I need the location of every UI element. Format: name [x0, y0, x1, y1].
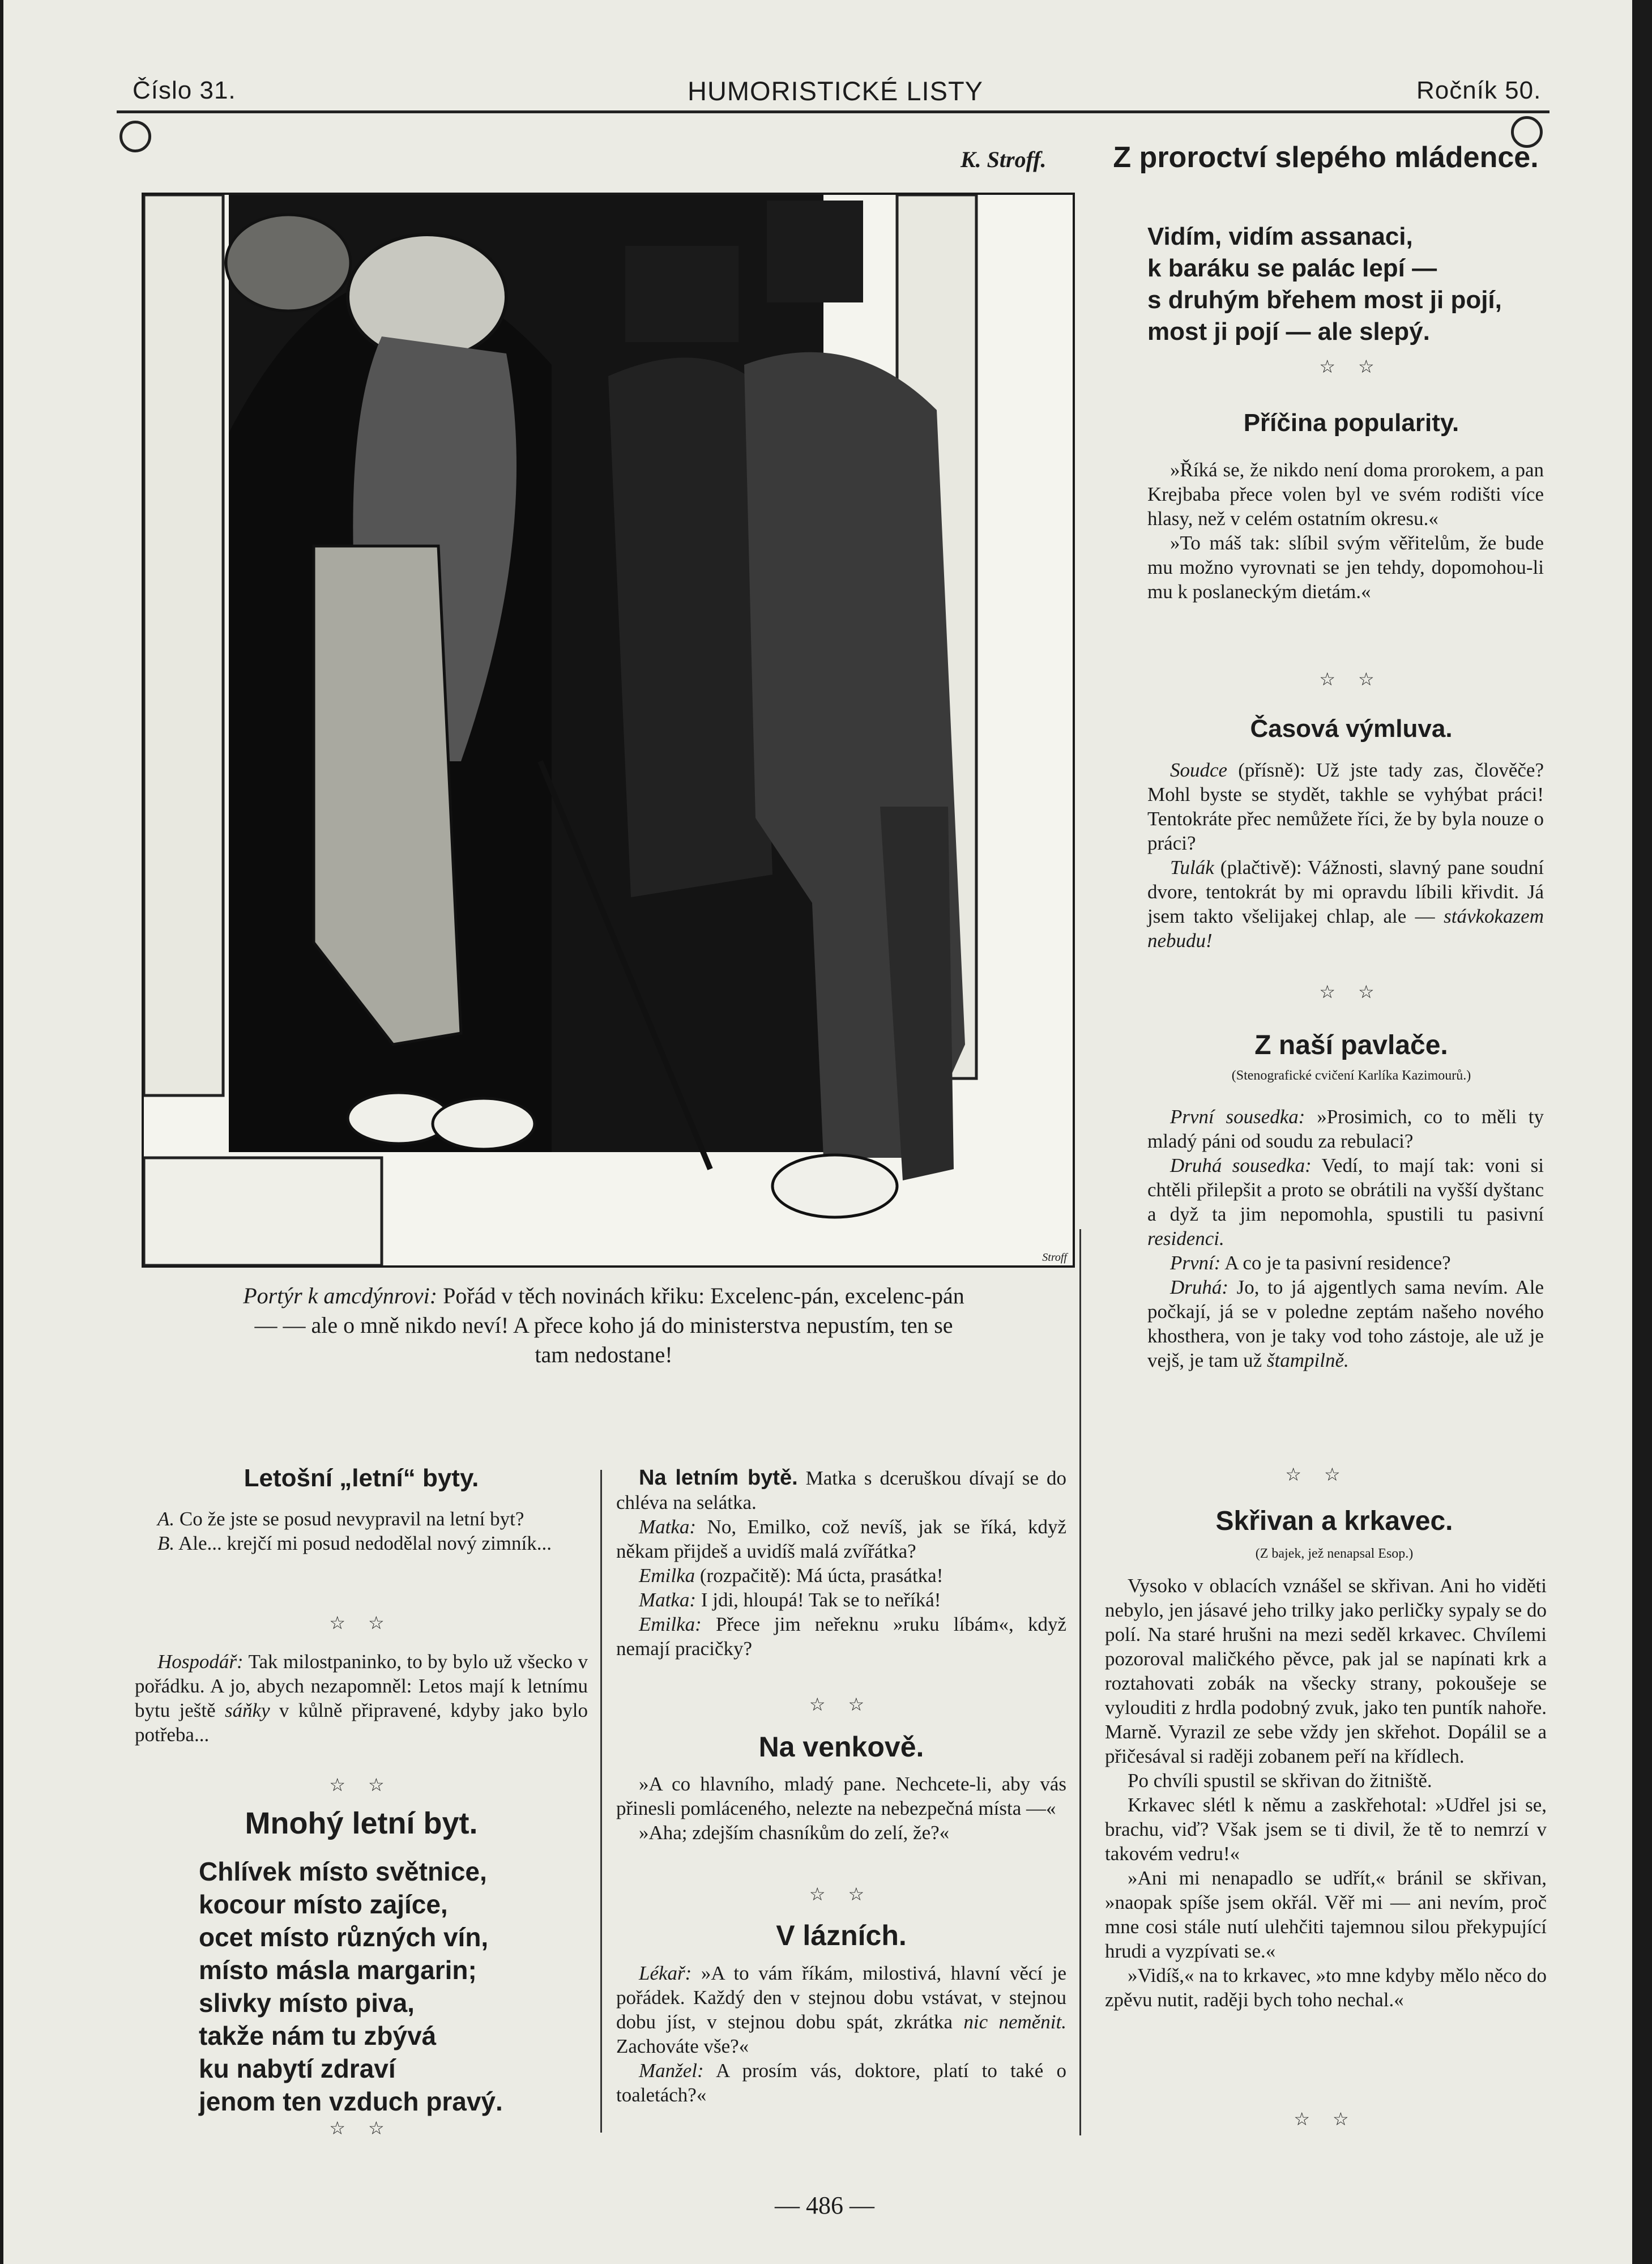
separator-stars: ☆ ☆: [809, 1694, 874, 1715]
separator-stars: ☆ ☆: [329, 1613, 394, 1633]
speaker: Tulák: [1170, 856, 1214, 879]
speaker: Emilka: [639, 1564, 695, 1587]
section-v-laznich: [616, 1961, 1066, 2107]
speech: »Prosimich, co to měli ty mladý páni od soudu za rebulaci?: [1147, 1106, 1544, 1152]
speech: (plačtivě): Vážnosti, slavný pane soudní dvore, tentokrát by mi opravdu líbili křivdit. Já jsem takto všelijakej chlap, ale —: [1147, 856, 1544, 927]
speaker: Matka:: [639, 1589, 697, 1611]
poem-line: takže nám tu zbývá: [199, 2021, 437, 2050]
separator-stars: ☆ ☆: [1319, 356, 1384, 377]
poem-title-mnohy: Mnohý letní byt.: [245, 1806, 478, 1840]
artist-credit: K. Stroff.: [961, 147, 1047, 172]
paragraph: »Vidíš,« na to krkavec, »to mne kdyby mělo něco do zpěvu nutit, raději bych toho nechal.«: [1105, 1964, 1547, 2011]
separator-stars: ☆ ☆: [1319, 669, 1384, 689]
magazine-page: [3, 0, 1632, 2264]
speaker: Druhá sousedka:: [1170, 1154, 1312, 1176]
paragraph: Po chvíli spustil se skřivan do žitniště.: [1128, 1770, 1432, 1792]
paragraph: »Říká se, že nikdo není doma prorokem, a pan Krejbaba přece volen byl ve svém rodišti více hlasy, než v celém ostatním okresu.«: [1147, 459, 1544, 530]
section-subtitle-pavlace: (Stenografické cvičení Karlíka Kazimourů.): [1231, 1068, 1471, 1083]
section-na-venkove: [616, 1772, 1066, 1845]
journal-title: HUMORISTICKÉ LISTY: [688, 76, 984, 106]
speech: Zachováte vše?«: [616, 2035, 749, 2057]
separator-stars: ☆ ☆: [1294, 2109, 1358, 2129]
speech: v kůlně připravené, kdyby jako bylo potřeba...: [135, 1699, 588, 1746]
speaker: Soudce: [1170, 759, 1228, 781]
paragraph: [135, 1531, 588, 1555]
speech: »A to vám říkám, milostivá, hlavní věcí je pořádek. Každý den v stejnou dobu vstávat, v stejnou dobu jíst, v stejnou dobu spát, zkrátka: [616, 1962, 1066, 2033]
separator-stars: ☆ ☆: [329, 1775, 394, 1795]
paragraph: [616, 1612, 1066, 1661]
speech: I jdi, hloupá! Tak se to neříká!: [696, 1589, 941, 1611]
section-title-v-laznich: V lázních.: [776, 1920, 907, 1951]
poem-line: Vidím, vidím assanaci,: [1147, 223, 1413, 250]
artist-signature: Stroff: [1042, 1251, 1067, 1264]
paragraph: Krkavec slétl k němu a zaskřehotal: »Udřel jsi se, brachu, viď? Však jsem se ti divil, že tě to nemrzí v takovém vedru!«: [1105, 1794, 1547, 1865]
paragraph: [1147, 1153, 1544, 1251]
section-title-pricina: Příčina popularity.: [1243, 409, 1459, 437]
speaker: Matka:: [639, 1516, 697, 1538]
poem-line: kocour místo zajíce,: [199, 1890, 448, 1919]
section-pavlace: [1147, 1105, 1544, 1372]
speech: Jo, to já ajgentlych sama nevím. Ale počkají, já se v poledne zeptám našeho nového khosthera, von je taky vod toho zástoje, ale už je vejš, je tam už: [1147, 1276, 1544, 1371]
speech-emphasis: sáňky: [224, 1699, 270, 1721]
speaker: Druhá:: [1170, 1276, 1229, 1298]
volume-number: Ročník 50.: [1416, 76, 1542, 104]
section-title-skrivan: Skřivan a krkavec.: [1215, 1506, 1453, 1536]
paragraph: [616, 1466, 1066, 1515]
section-subtitle-skrivan: (Z bajek, jež nenapsal Esop.): [1255, 1546, 1414, 1561]
paragraph: [135, 1649, 588, 1747]
paragraph: »To máš tak: slíbil svým věřitelům, že bude mu možno vyrovnati se jen tehdy, dopomohou-li mu k poslaneckým dietám.«: [1147, 532, 1544, 603]
paragraph: [135, 1507, 588, 1531]
paragraph: »A co hlavního, mladý pane. Nechcete-li, aby vás přinesli pomláceného, nelezte na nebezpečná místa —«: [616, 1773, 1066, 1819]
separator-stars: ☆ ☆: [1285, 1464, 1350, 1485]
speaker: B.: [157, 1532, 175, 1554]
poem-line: místo másla margarin;: [199, 1955, 477, 1985]
poem-title-proroctvi: Z proroctví slepého mládence.: [1113, 141, 1539, 174]
paragraph: [616, 1563, 1066, 1588]
left-ornament-icon: [119, 121, 151, 152]
poem-line: Chlívek místo světnice,: [199, 1857, 487, 1886]
speech: Tak milostpaninko, to by bylo už všecko v pořádku. A jo, abych nezapomněl: Letos mají k letnímu bytu ještě: [135, 1651, 588, 1721]
paragraph: [616, 2058, 1066, 2107]
poem-line: most ji pojí — ale slepý.: [1147, 318, 1430, 346]
speech-emphasis: stávkokazem nebudu!: [1147, 905, 1544, 952]
speech: (přísně): Už jste tady zas, člověče? Mohl byste se stydět, takhle se vyhýbat práci! Tentokráte přec nemůžete říci, že by byla nouze o práci?: [1147, 759, 1544, 854]
speaker: Emilka:: [639, 1613, 702, 1635]
section-letosni: [135, 1507, 588, 1555]
speech: Vedí, to mají tak: voni si chtěli přilepšit a proto se obrátili na vyšší dyštanc a dyž ta jim nepomohla, spustili tu pasivní: [1147, 1154, 1544, 1225]
poem-line: ocet místo různých vín,: [199, 1922, 489, 1952]
paragraph: »Ani mi nenapadlo se udřít,« bránil se skřivan, »naopak spíše jsem okřál. Věř mi — ani nevím, proč mne cosi stále nutí ulehčiti tajemnou silou překypující hrudi a vyzpívati se.«: [1105, 1867, 1547, 1962]
poem-line: ku nabytí zdraví: [199, 2054, 396, 2083]
section-pricina: [1147, 458, 1544, 604]
speaker: První sousedka:: [1170, 1106, 1305, 1128]
speech: (rozpačitě): Má úcta, prasátka!: [695, 1564, 944, 1587]
speech: No, Emilko, což nevíš, jak se říká, když někam přijdeš a uvidíš malá zvířátka?: [616, 1516, 1066, 1562]
paragraph: [1147, 1105, 1544, 1153]
section-title-pavlace: Z naší pavlače.: [1254, 1030, 1448, 1060]
paragraph: [616, 1588, 1066, 1612]
doormen-cartoon: [144, 195, 1073, 1265]
separator-stars: ☆ ☆: [1319, 982, 1384, 1002]
section-title-na-venkove: Na venkově.: [758, 1731, 924, 1763]
speech: A co je ta pasivní residence?: [1220, 1252, 1451, 1274]
poem-line: slivky místo piva,: [199, 1988, 415, 2018]
speech: Přece jim neřeknu »ruku líbám«, když nemají pracičky?: [616, 1613, 1066, 1660]
caption-text: Pořád v těch novinách křiku: Excelenc-pán, excelenc-pán — — ale o mně nikdo neví! A přece koho já do ministerstva nepustím, ten se tam nedostane!: [254, 1283, 964, 1367]
poem-mnohy: [199, 1855, 584, 2118]
speaker: Manžel:: [639, 2060, 704, 2082]
section-title-letosni: Letošní „letní“ byty.: [244, 1464, 479, 1492]
section-na-letnim-byte: [616, 1466, 1066, 1661]
poem-proroctvi: [1147, 221, 1572, 348]
poem-line: s druhým břehem most ji pojí,: [1147, 286, 1502, 314]
illustration-caption: [241, 1281, 966, 1370]
speech: Co že jste se posud nevypravil na letní byt?: [174, 1508, 524, 1530]
speech: Matka s dceruškou dívají se do chléva na selátka.: [616, 1467, 1066, 1513]
caption-speaker: Portýr k amcdýnrovi:: [243, 1283, 438, 1308]
column-divider: [1079, 1229, 1081, 2135]
column-divider: [600, 1470, 602, 2133]
speech: Ale... krejčí mi posud nedodělal nový zimník...: [174, 1532, 552, 1554]
separator-stars: ☆ ☆: [809, 1884, 874, 1904]
speaker: A.: [157, 1508, 175, 1530]
section-hospodar: [135, 1649, 588, 1747]
section-skrivan: [1105, 1574, 1547, 2012]
speaker: Lékař:: [639, 1962, 692, 1984]
speaker: Hospodář:: [157, 1651, 244, 1673]
section-title-casova: Časová výmluva.: [1250, 715, 1453, 743]
speaker: První:: [1170, 1252, 1221, 1274]
section-title-na-letnim-byte: Na letním bytě.: [639, 1466, 798, 1490]
section-casova: [1147, 758, 1544, 953]
paragraph: Vysoko v oblacích vznášel se skřivan. Ani ho viděti nebylo, jen jásavé jeho trilky jako perličky sypaly se do polí. Na staré hrušni na mezi seděl krkavec. Chvílemi pozoroval maličkého pěvce, pak jal se napínati krk a roztahovati zobák na všecky strany, pokoušeje se vylouditi z hrdla podobný zvuk, jako ten puntík nahoře. Marně. Vyrazil ze sebe vždy jen skřehot. Dopálil se a přičesával si raději zobanem peří na křídlech.: [1105, 1575, 1547, 1767]
page-number: — 486 —: [775, 2191, 874, 2219]
paragraph: [1147, 1275, 1544, 1372]
header-rule: [117, 110, 1549, 113]
poem-line: jenom ten vzduch pravý.: [199, 2087, 503, 2116]
paragraph: [616, 1515, 1066, 1563]
speech: A prosím vás, doktore, platí to také o toaletách?«: [616, 2060, 1066, 2106]
speech-emphasis: štampilně.: [1266, 1349, 1349, 1371]
poem-line: k baráku se palác lepí —: [1147, 254, 1437, 282]
paragraph: [1147, 1251, 1544, 1275]
speech-emphasis: nic neměnit.: [963, 2011, 1066, 2033]
paragraph: [616, 1961, 1066, 2058]
issue-number: Číslo 31.: [133, 76, 236, 104]
cartoon-illustration: [142, 193, 1075, 1268]
separator-stars: ☆ ☆: [329, 2118, 394, 2138]
paragraph: [1147, 758, 1544, 855]
speech-emphasis: residenci.: [1147, 1227, 1224, 1250]
paragraph: [1147, 855, 1544, 953]
paragraph: »Aha; zdejším chasníkům do zelí, že?«: [639, 1822, 950, 1844]
